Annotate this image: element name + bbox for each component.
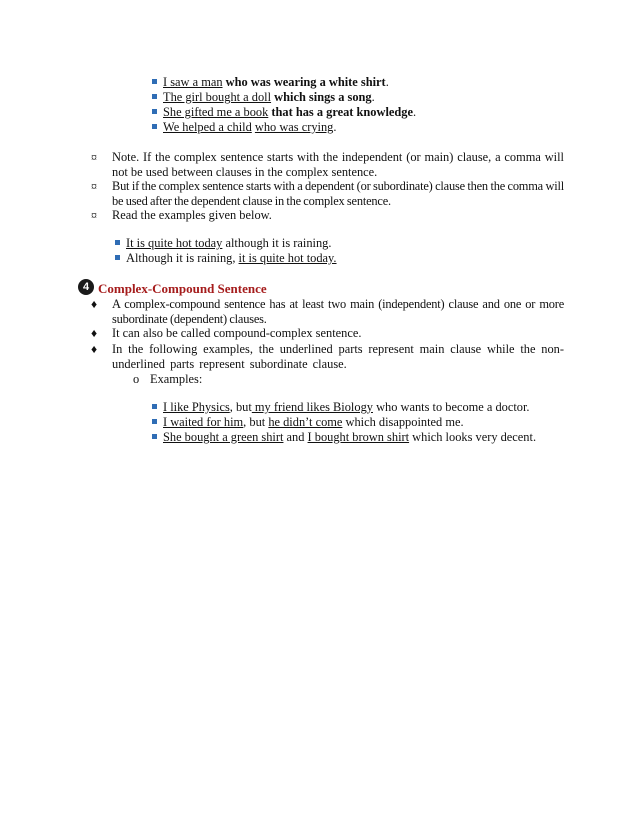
main-clause: I waited for him	[163, 415, 244, 429]
main-clause: he didn’t come	[268, 415, 343, 429]
diamond-bullet-icon: ♦	[91, 326, 98, 340]
diamond-bullet-icon: ♦	[91, 342, 98, 356]
punctuation: .	[385, 75, 389, 89]
relative-clause: who was wearing a white shirt	[222, 75, 386, 89]
main-clause: She gifted me a book	[163, 105, 269, 119]
punctuation: .	[333, 120, 337, 134]
square-bullet-icon	[152, 434, 157, 439]
examples-label: Examples:	[150, 372, 203, 386]
square-bullet-icon	[152, 404, 157, 409]
main-clause: it is quite hot today.	[238, 251, 337, 265]
relative-clause: who was crying	[254, 120, 334, 134]
list-item	[115, 251, 337, 266]
square-bullet-icon	[152, 79, 157, 84]
list-item	[152, 105, 416, 120]
subordinate-clause: although it is raining.	[222, 236, 332, 250]
list-item	[152, 415, 464, 430]
relative-clause: that has a great knowledge	[268, 105, 413, 119]
subordinate-clause: who wants to become a doctor.	[372, 400, 530, 414]
square-bullet-icon	[152, 124, 157, 129]
section-paragraph: In the following examples, the underlined parts represent main clause while the non-underlined parts represent subordinate clause.	[112, 342, 564, 371]
note-paragraph: Read the examples given below.	[112, 208, 272, 222]
square-bullet-icon	[152, 109, 157, 114]
connector: and	[283, 430, 308, 444]
main-clause: She bought a green shirt	[163, 430, 284, 444]
punctuation: .	[412, 105, 417, 119]
diamond-bullet-icon: ♦	[91, 297, 98, 311]
list-item	[152, 430, 536, 445]
main-clause: my friend likes Biology	[251, 400, 373, 414]
subordinate-clause: Although it is raining,	[126, 251, 239, 265]
circle-bullet-icon: o	[133, 372, 140, 386]
connector: , but	[229, 400, 252, 414]
list-item	[152, 75, 389, 90]
section-number-badge: 4	[78, 279, 94, 295]
note-bullet-icon: ¤	[91, 208, 97, 222]
punctuation: .	[371, 90, 375, 104]
main-clause: It is quite hot today	[126, 236, 223, 250]
subordinate-clause: which disappointed me.	[342, 415, 464, 429]
relative-clause: which sings a song	[271, 90, 372, 104]
square-bullet-icon	[152, 419, 157, 424]
note-paragraph: Note. If the complex sentence starts with the independent (or main) clause, a comma will not be used between clauses in the complex sentence.	[112, 150, 564, 179]
list-item	[152, 90, 375, 105]
main-clause: The girl bought a doll	[163, 90, 272, 104]
main-clause: I saw a man	[163, 75, 223, 89]
square-bullet-icon	[115, 255, 120, 260]
section-heading: Complex-Compound Sentence	[98, 281, 267, 296]
note-bullet-icon: ¤	[91, 150, 97, 164]
section-paragraph: It can also be called compound-complex sentence.	[112, 326, 362, 340]
square-bullet-icon	[152, 94, 157, 99]
list-item	[152, 120, 336, 135]
main-clause: We helped a child	[163, 120, 252, 134]
section-paragraph: A complex-compound sentence has at least two main (independent) clause and one or more subordinate (dependent) clauses.	[112, 297, 564, 326]
note-bullet-icon: ¤	[91, 179, 97, 193]
main-clause: I bought brown shirt	[307, 430, 410, 444]
list-item	[115, 236, 331, 251]
note-paragraph: But if the complex sentence starts with a dependent (or subordinate) clause then the comma will be used after the dependent clause in the complex sentence.	[112, 179, 564, 208]
main-clause: I like Physics	[163, 400, 230, 414]
list-item	[152, 400, 530, 415]
subordinate-clause: which looks very decent.	[409, 430, 537, 444]
square-bullet-icon	[115, 240, 120, 245]
connector: , but	[243, 415, 269, 429]
